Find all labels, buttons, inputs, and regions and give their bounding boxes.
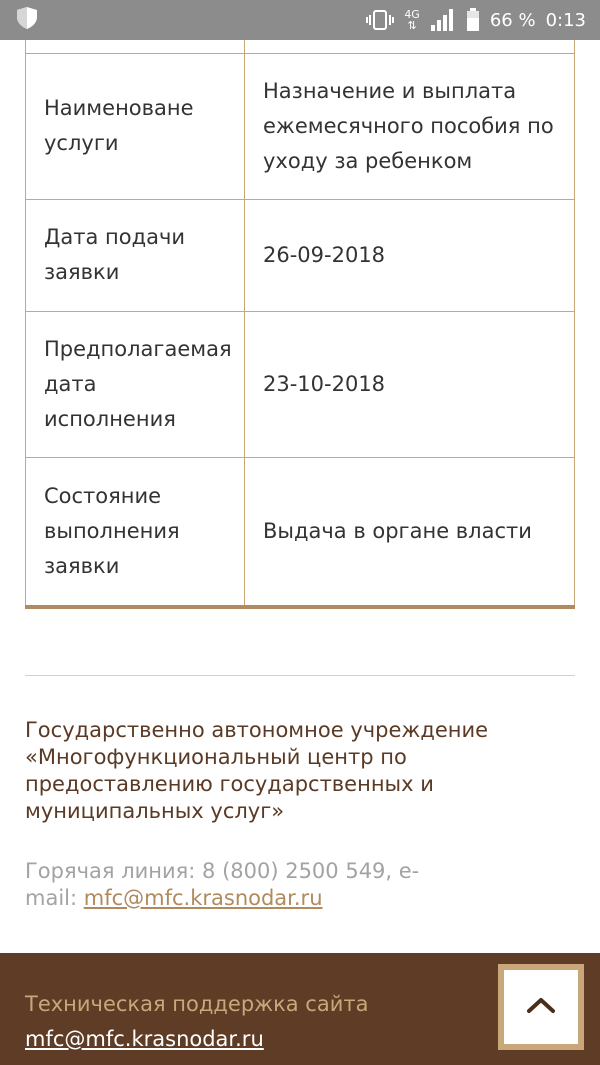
shield-icon bbox=[16, 6, 38, 34]
hotline-text: Горячая линия: 8 (800) 2500 549, e-mail: bbox=[25, 859, 420, 910]
scroll-to-top-button[interactable] bbox=[498, 964, 584, 1050]
signal-icon bbox=[430, 8, 456, 32]
application-status-table bbox=[25, 40, 575, 609]
row-value: 23-10-2018 bbox=[245, 311, 575, 457]
row-label: Состояние выполнения заявки bbox=[26, 457, 245, 607]
row-value: 26-09-2018 bbox=[245, 199, 575, 311]
table-row bbox=[26, 199, 575, 311]
network-4g-icon: 4G ⇅ bbox=[404, 8, 420, 32]
status-bar bbox=[0, 0, 600, 40]
row-label: Дата подачи заявки bbox=[26, 199, 245, 311]
row-label: Наименоване услуги bbox=[26, 53, 245, 199]
table-row bbox=[26, 311, 575, 457]
hotline-info bbox=[25, 858, 445, 912]
support-email-link[interactable]: mfc@mfc.krasnodar.ru bbox=[25, 1027, 264, 1051]
table-row bbox=[26, 53, 575, 199]
chevron-up-icon bbox=[526, 996, 556, 1018]
battery-icon bbox=[466, 8, 480, 32]
hotline-email-link[interactable]: mfc@mfc.krasnodar.ru bbox=[83, 886, 323, 910]
footer-divider bbox=[25, 675, 575, 676]
row-value: Назначение и выплата ежемесячного пособия по уходу за ребенком bbox=[245, 53, 575, 199]
organization-name: Государственно автономное учреждение «Многофункциональный центр по предоставлению государственных и муниципальных услуг» bbox=[25, 718, 489, 823]
network-label: 4G bbox=[404, 8, 420, 21]
table-row bbox=[26, 457, 575, 607]
support-label: Техническая поддержка сайта bbox=[25, 992, 369, 1016]
battery-level: 66 % bbox=[489, 9, 536, 31]
row-label: Предполагаемая дата исполнения bbox=[26, 311, 245, 457]
vibrate-icon bbox=[366, 9, 394, 31]
table-row-partial bbox=[26, 40, 575, 53]
row-value: Выдача в органе власти bbox=[245, 457, 575, 607]
clock: 0:13 bbox=[545, 9, 586, 31]
